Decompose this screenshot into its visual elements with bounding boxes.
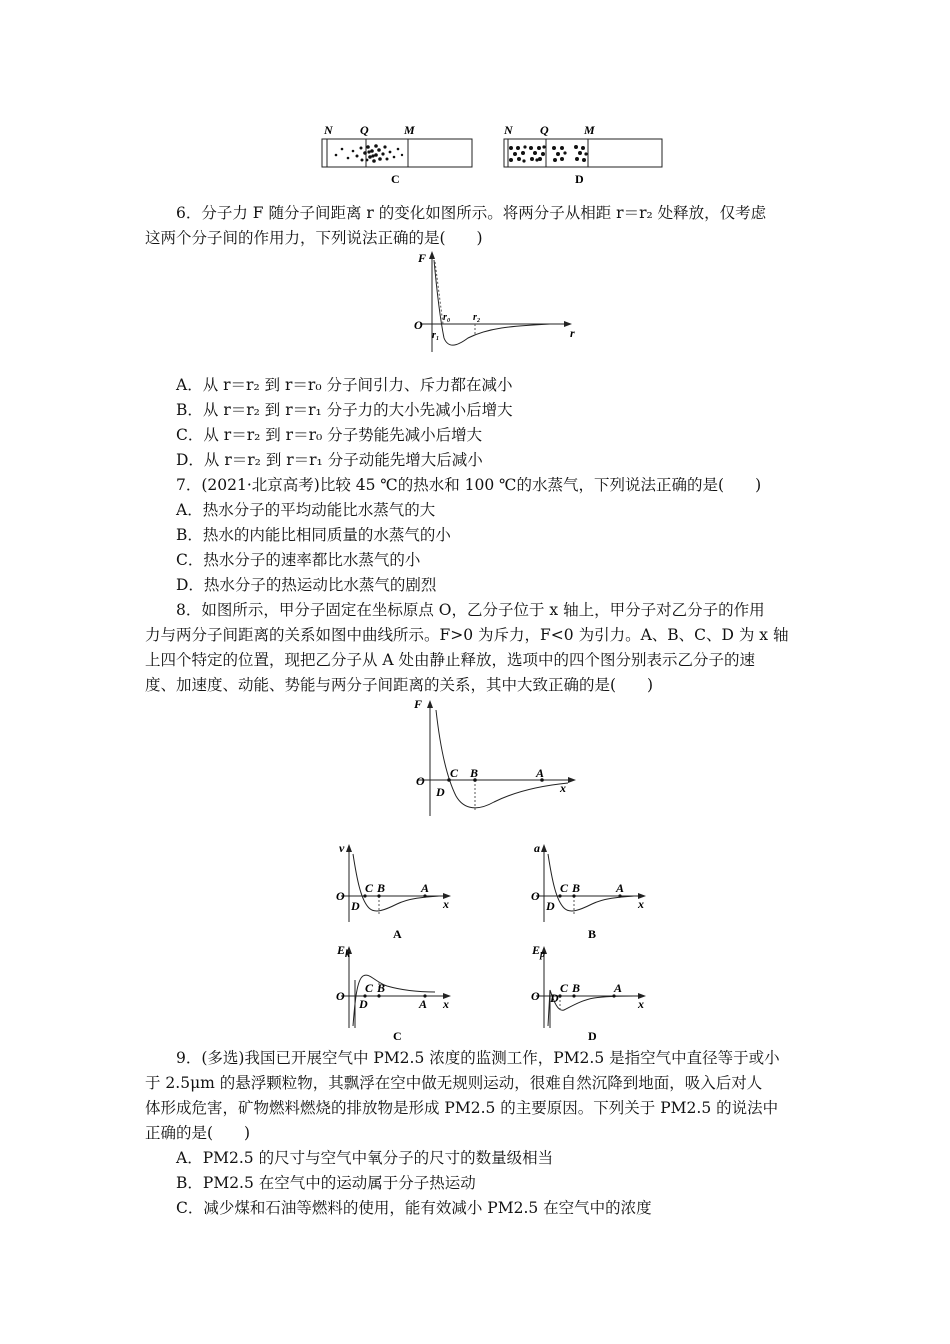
q8-point-b: B [470, 766, 479, 780]
q9-option-c: C．减少煤和石油等燃料的使用，能有效减小 PM2.5 在空气中的浓度 [176, 1199, 652, 1217]
q8-option-b-axis: a [534, 841, 540, 855]
q8-option-a-d: D [351, 899, 360, 913]
q8-option-b-b: B [572, 881, 581, 895]
q7-stem: 7．(2021·北京高考)比较 45 ℃的热水和 100 ℃的水蒸气，下列说法正确的是( ) [176, 476, 762, 494]
q6-r1: r₁ [432, 330, 440, 341]
q8-line3: 上四个特定的位置，现把乙分子从 A 处由静止释放，选项中的四个图分别表示乙分子的速 [145, 651, 756, 669]
q6-axis-r: r [570, 326, 575, 340]
label-m-d: M [584, 123, 595, 137]
q6-option-a: A．从 r＝r₂ 到 r＝r₀ 分子间引力、斥力都在减小 [176, 376, 513, 394]
q8-option-b-c: C [560, 881, 569, 895]
q8-option-d-a: A [614, 981, 623, 995]
q8-option-a-b: B [377, 881, 386, 895]
label-m-c: M [404, 123, 415, 137]
q8-option-b-x: x [638, 897, 644, 911]
q9-line4: 正确的是( ) [145, 1124, 251, 1142]
q8-line2: 力与两分子间距离的关系如图中曲线所示。F>0 为斥力，F<0 为引力。A、B、C、D 为 x 轴 [145, 626, 789, 644]
q8-option-d-x: x [638, 997, 644, 1011]
q8-option-a-caption: A [393, 927, 402, 941]
q6-force-graph [410, 248, 580, 358]
q6-axis-f: F [418, 251, 427, 265]
q9-option-b: B．PM2.5 在空气中的运动属于分子热运动 [176, 1174, 476, 1192]
q8-point-c: C [450, 766, 459, 780]
q8-option-c-c: C [365, 981, 374, 995]
q8-option-d-b: B [572, 981, 581, 995]
q8-option-d-axis-sub: p [540, 949, 546, 960]
q8-option-b-a: A [616, 881, 625, 895]
q8-axis-f: F [414, 697, 423, 711]
q9-option-a: A．PM2.5 的尺寸与空气中氧分子的尺寸的数量级相当 [176, 1149, 554, 1167]
q6-option-b: B．从 r＝r₂ 到 r＝r₁ 分子力的大小先减小后增大 [176, 401, 513, 419]
q8-option-c-origin: O [336, 989, 345, 1003]
q7-option-b: B．热水的内能比相同质量的水蒸气的小 [176, 526, 451, 544]
q8-option-c-axis: $E_k$ [337, 943, 351, 960]
q8-option-b-origin: O [531, 889, 540, 903]
q6-option-c: C．从 r＝r₂ 到 r＝r₀ 分子势能先减小后增大 [176, 426, 483, 444]
q9-line2: 于 2.5μm 的悬浮颗粒物，其飘浮在空中做无规则运动，很难自然沉降到地面，吸入后对人 [145, 1074, 763, 1092]
q8-line1: 8．如图所示，甲分子固定在坐标原点 O，乙分子位于 x 轴上，甲分子对乙分子的作用 [176, 601, 765, 619]
q8-option-a-c: C [365, 881, 374, 895]
q8-axis-x: x [560, 781, 566, 795]
q8-option-c-d: D [359, 997, 368, 1011]
q8-origin: O [416, 774, 425, 788]
q8-option-d-caption: D [588, 1029, 597, 1043]
tube-figure [318, 120, 668, 190]
q6-origin: O [414, 318, 423, 332]
q8-point-d: D [436, 785, 445, 799]
q6-r0: r₀ [443, 312, 451, 323]
q8-option-c-b: B [377, 981, 386, 995]
label-q-d: Q [540, 123, 549, 137]
q8-line4: 度、加速度、动能、势能与两分子间距离的关系，其中大致正确的是( ) [145, 676, 654, 694]
q8-option-b-d: D [546, 899, 555, 913]
q8-option-d-c: C [560, 981, 569, 995]
q9-line1: 9．(多选)我国已开展空气中 PM2.5 浓度的监测工作，PM2.5 是指空气中直径等于或小 [176, 1049, 780, 1067]
q8-option-c-a: A [419, 997, 428, 1011]
q7-option-a: A．热水分子的平均动能比水蒸气的大 [176, 501, 436, 519]
q6-line2: 这两个分子间的作用力，下列说法正确的是( ) [145, 229, 483, 247]
q9-line3: 体形成危害，矿物燃料燃烧的排放物是形成 PM2.5 的主要原因。下列关于 PM2.5 的说法中 [145, 1099, 779, 1117]
q8-option-a-a: A [421, 881, 430, 895]
q8-option-a-origin: O [336, 889, 345, 903]
label-n-d: N [504, 123, 513, 137]
q7-option-d: D．热水分子的热运动比水蒸气的剧烈 [176, 576, 437, 594]
q8-option-a-graph [335, 840, 460, 945]
q8-option-c-graph [335, 940, 460, 1045]
q8-option-a-x: x [443, 897, 449, 911]
label-q-c: Q [360, 123, 369, 137]
q8-option-d-origin: O [531, 989, 540, 1003]
q8-option-b-graph [530, 840, 655, 945]
q6-r2: r₂ [473, 312, 481, 323]
q8-option-a-axis: v [339, 841, 345, 855]
q7-option-c: C．热水分子的速率都比水蒸气的小 [176, 551, 421, 569]
q6-option-d: D．从 r＝r₂ 到 r＝r₁ 分子动能先增大后减小 [176, 451, 483, 469]
q8-option-d-axis: $E_p$ [532, 943, 546, 960]
q8-option-c-axis-sub: k [345, 949, 351, 960]
q8-option-c-caption: C [393, 1029, 402, 1043]
q8-option-d-d: D [550, 991, 559, 1005]
q8-option-c-x: x [443, 997, 449, 1011]
label-n-c: N [324, 123, 333, 137]
q8-option-b-caption: B [588, 927, 597, 941]
q8-point-a: A [536, 766, 545, 780]
q8-force-graph [410, 696, 580, 820]
caption-c: C [391, 172, 400, 186]
caption-d: D [575, 172, 584, 186]
q6-line1: 6．分子力 F 随分子间距离 r 的变化如图所示。将两分子从相距 r＝r₂ 处释放，仅考虑 [176, 204, 767, 222]
q8-option-d-graph [530, 940, 655, 1045]
